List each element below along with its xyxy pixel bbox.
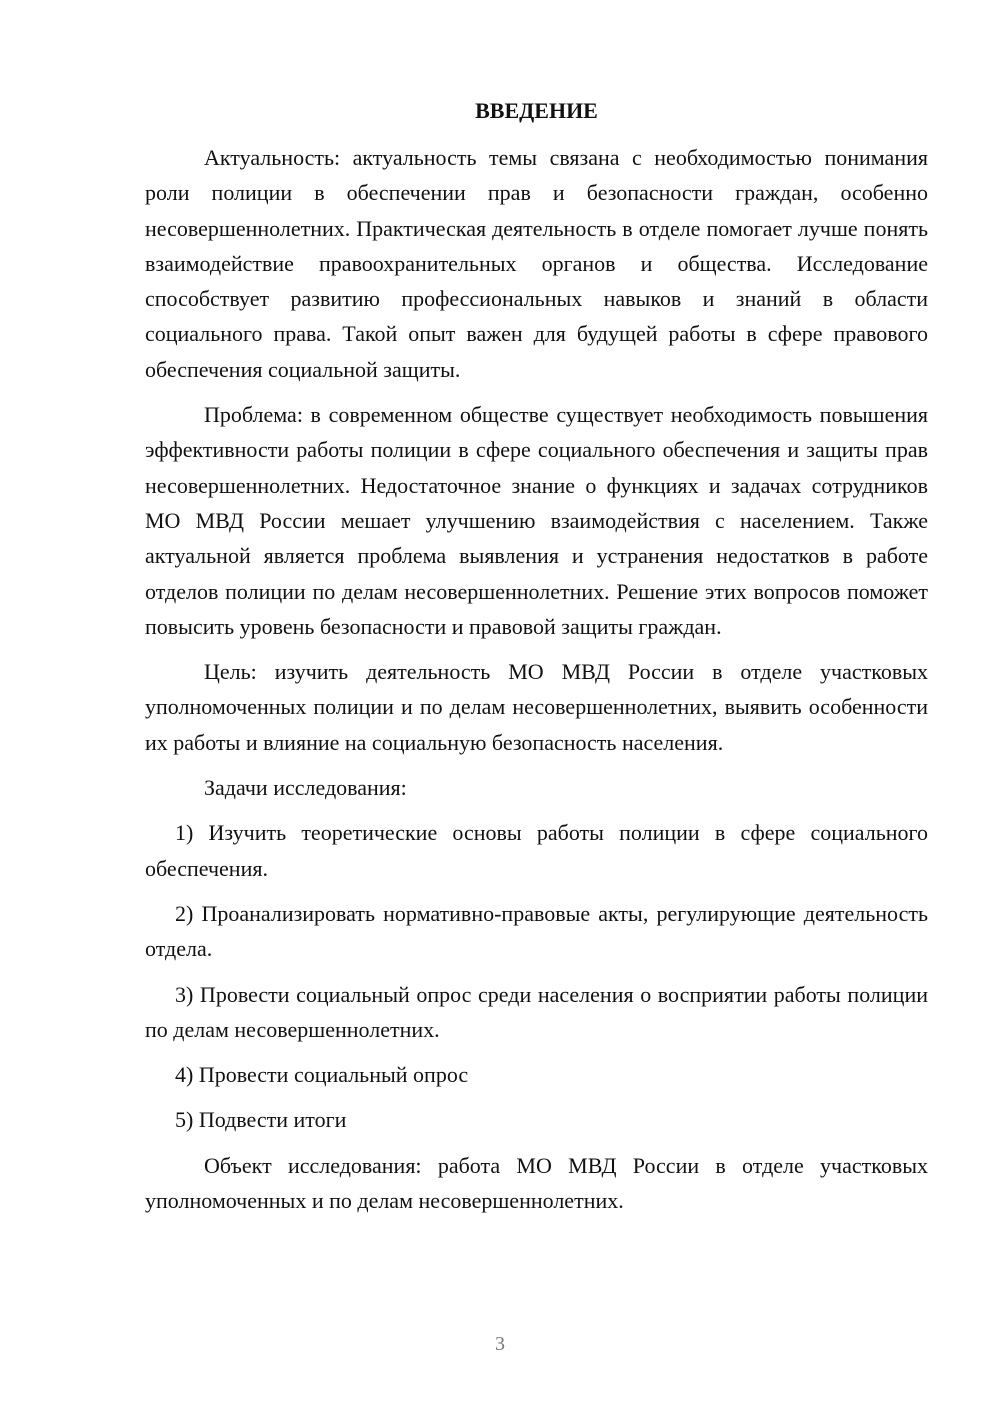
task-item-3: 3) Провести социальный опрос среди населения о восприятии работы полиции по делам несовершеннолетних. (145, 981, 928, 1042)
object-paragraph: Объект исследования: работа МО МВД России в отделе участковых уполномоченных и по делам несовершеннолетних. (145, 1152, 928, 1214)
document-page (145, 96, 928, 1218)
relevance-paragraph: Актуальность: актуальность темы связана с необходимостью понимания роли полиции в обеспечении прав и безопасности граждан, особенно несовершеннолетних. Практическая деятельность в отделе помогает лучше понять взаимодействие правоохранительных органов и общества. Исследование способствует развитию профессиональных навыков и знаний в области социального права. Такой опыт важен для будущей работы в сфере правового обеспечения социальной защиты. (145, 145, 928, 382)
problem-paragraph: Проблема: в современном обществе существует необходимость повышения эффективности работы полиции в сфере социального обеспечения и защиты прав несовершеннолетних. Недостаточное знание о функциях и задачах сотрудников МО МВД России мешает улучшению взаимодействия с населением. Также актуальной является проблема выявления и устранения недостатков в работе отделов полиции по делам несовершеннолетних. Решение этих вопросов поможет повысить уровень безопасности и правовой защиты граждан. (145, 402, 928, 639)
task-item-2: 2) Проанализировать нормативно-правовые акты, регулирующие деятельность отдела. (145, 900, 928, 962)
task-item-5: 5) Подвести итоги (175, 1107, 347, 1133)
page-number: 3 (495, 1333, 505, 1355)
goal-paragraph: Цель: изучить деятельность МО МВД России в отделе участковых уполномоченных полиции и по делам несовершеннолетних, выявить особенности их работы и влияние на социальную безопасность населения. (145, 659, 928, 755)
tasks-title: Задачи исследования: (204, 775, 407, 801)
task-item-4: 4) Провести социальный опрос (175, 1062, 469, 1088)
task-item-1: 1) Изучить теоретические основы работы полиции в сфере социального обеспечения. (145, 820, 928, 881)
section-heading: ВВЕДЕНИЕ (475, 98, 598, 123)
